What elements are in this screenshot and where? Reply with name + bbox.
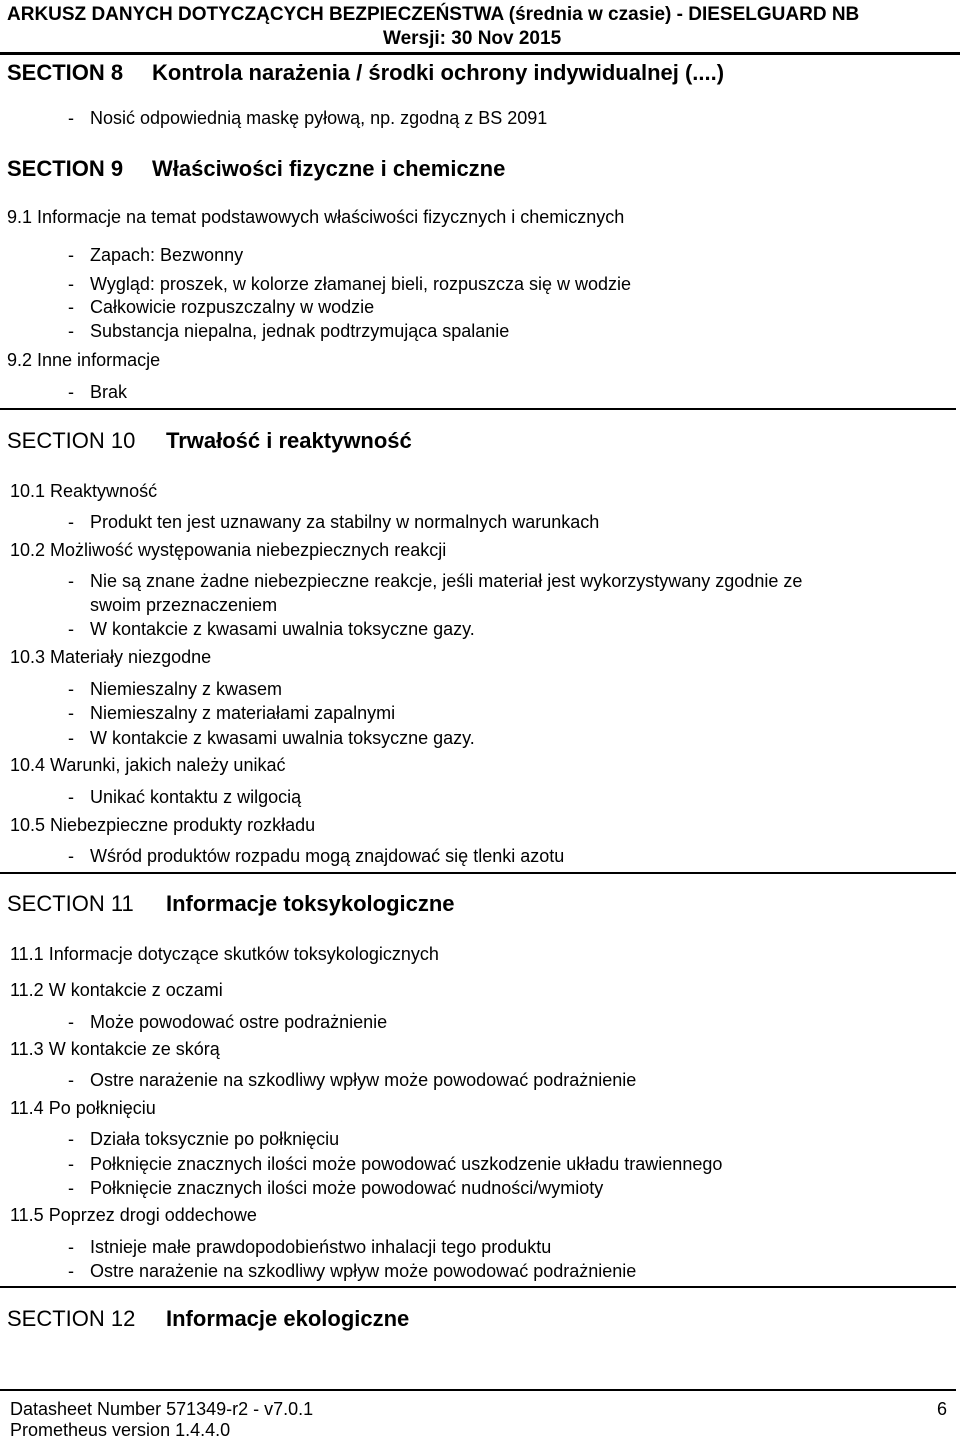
list-item: - Całkowicie rozpuszczalny w wodzie [68,297,375,317]
section-number: SECTION 9 [7,156,124,181]
section-number: SECTION 10 [7,428,136,453]
section-title: Kontrola narażenia / środki ochrony indywidualnej (....) [152,60,725,85]
list-item: - Unikać kontaktu z wilgocią [68,787,302,807]
section-number: SECTION 11 [7,891,134,916]
document-header-title: ARKUSZ DANYCH DOTYCZĄCYCH BEZPIECZEŃSTWA (średnia w czasie) - DIESELGUARD NB [7,4,860,25]
prometheus-version: Prometheus version 1.4.4.0 [10,1420,231,1440]
section-divider [0,1286,956,1288]
list-item: - Wśród produktów rozpadu mogą znajdować się tlenki azotu [68,846,565,866]
subsection-11-4-title: 11.4 Po połknięciu [10,1098,156,1118]
subsection-10-3-title: 10.3 Materiały niezgodne [10,647,212,667]
section-title: Informacje ekologiczne [166,1306,410,1331]
datasheet-number: Datasheet Number 571349-r2 - v7.0.1 [10,1399,314,1419]
subsection-10-1-title: 10.1 Reaktywność [10,481,158,501]
list-item: - W kontakcie z kwasami uwalnia toksyczne gazy. [68,728,475,748]
subsection-11-3-title: 11.3 W kontakcie ze skórą [10,1039,220,1059]
subsection-10-2-title: 10.2 Możliwość występowania niebezpiecznych reakcji [10,540,447,560]
list-item-continuation: swoim przeznaczeniem [90,595,278,615]
list-item: - Wygląd: proszek, w kolorze złamanej bieli, rozpuszcza się w wodzie [68,274,632,294]
list-item: - Brak [68,382,128,402]
list-item: - Może powodować ostre podrażnienie [68,1012,388,1032]
list-item: - Połknięcie znacznych ilości może powodować uszkodzenie układu trawiennego [68,1154,723,1174]
document-version: Wersji: 30 Nov 2015 [383,28,562,49]
list-item: - Ostre narażenie na szkodliwy wpływ może powodować podrażnienie [68,1261,637,1281]
header-rule [0,52,960,55]
list-item: - Działa toksycznie po połknięciu [68,1129,340,1149]
page-number: 6 [937,1399,948,1419]
list-item: - Niemieszalny z materiałami zapalnymi [68,703,396,723]
section-divider [0,872,956,874]
list-item: - Zapach: Bezwonny [68,245,244,265]
list-item: - Produkt ten jest uznawany za stabilny w normalnych warunkach [68,512,600,532]
section-title: Trwałość i reaktywność [166,428,412,453]
section-title: Informacje toksykologiczne [166,891,455,916]
list-item: - Istnieje małe prawdopodobieństwo inhalacji tego produktu [68,1237,552,1257]
list-item: - Niemieszalny z kwasem [68,679,283,699]
subsection-11-2-title: 11.2 W kontakcie z oczami [10,980,223,1000]
subsection-10-5-title: 10.5 Niebezpieczne produkty rozkładu [10,815,316,835]
list-item: - W kontakcie z kwasami uwalnia toksyczne gazy. [68,619,475,639]
list-item: - Ostre narażenie na szkodliwy wpływ może powodować podrażnienie [68,1070,637,1090]
section-number: SECTION 12 [7,1306,136,1331]
section-title: Właściwości fizyczne i chemiczne [152,156,506,181]
list-item: - Substancja niepalna, jednak podtrzymująca spalanie [68,321,510,341]
subsection-9-2-title: 9.2 Inne informacje [7,350,161,370]
list-item: - Nie są znane żadne niebezpieczne reakcje, jeśli materiał jest wykorzystywany zgodnie ze [68,571,803,591]
section-divider [0,408,956,410]
subsection-10-4-title: 10.4 Warunki, jakich należy unikać [10,755,286,775]
subsection-11-1-title: 11.1 Informacje dotyczące skutków toksykologicznych [10,944,439,964]
footer-rule [0,1389,956,1391]
subsection-11-5-title: 11.5 Poprzez drogi oddechowe [10,1205,257,1225]
list-item: - Nosić odpowiednią maskę pyłową, np. zgodną z BS 2091 [68,108,548,128]
subsection-9-1-title: 9.1 Informacje na temat podstawowych właściwości fizycznych i chemicznych [7,207,625,227]
list-item: - Połknięcie znacznych ilości może powodować nudności/wymioty [68,1178,604,1198]
section-number: SECTION 8 [7,60,124,85]
